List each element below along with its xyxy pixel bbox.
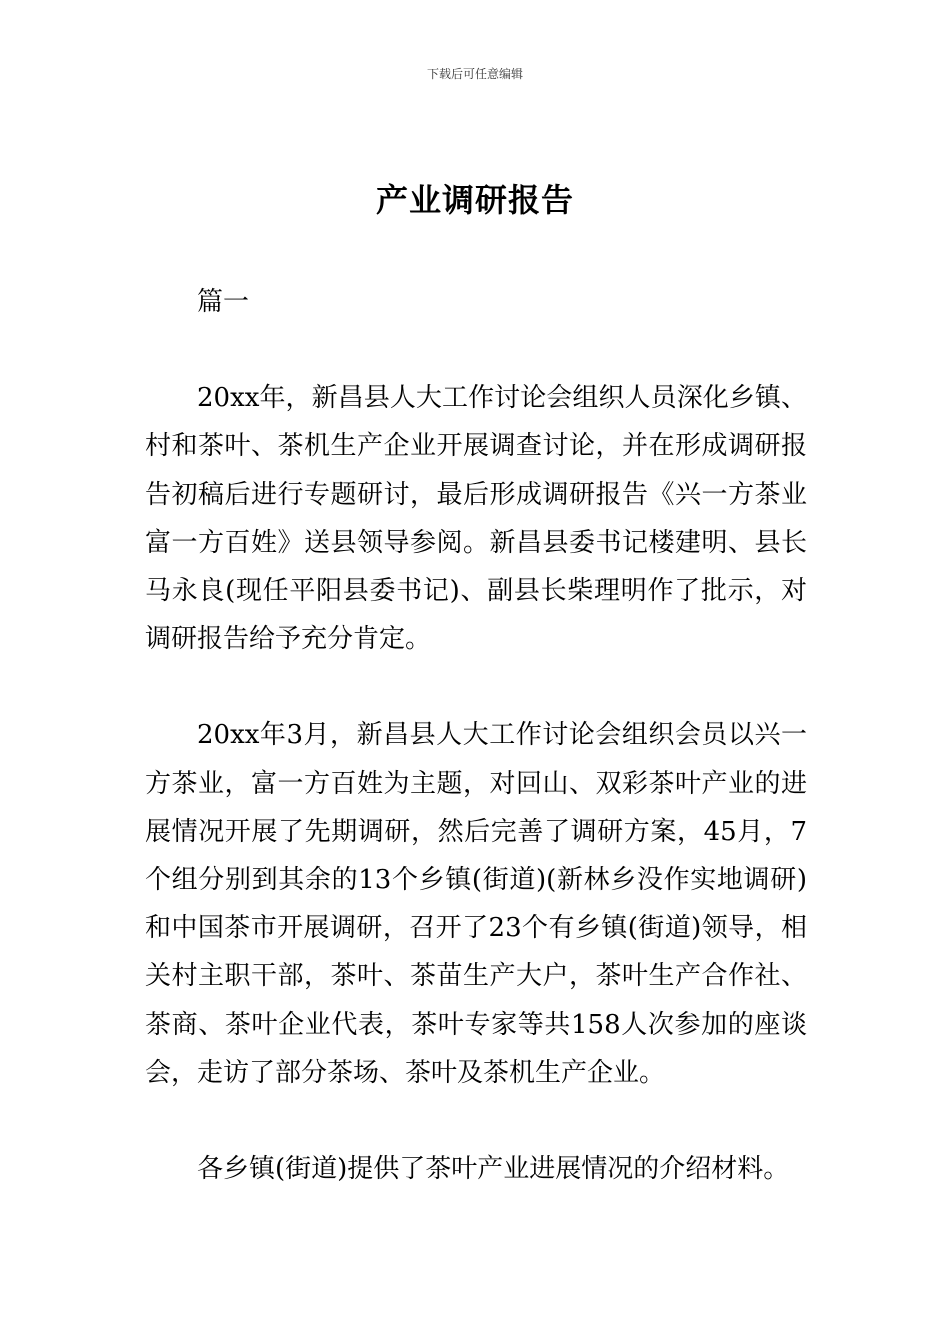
paragraph-2: 20xx年3月，新昌县人大工作讨论会组织会员以兴一方茶业，富一方百姓为主题，对回山、双彩茶叶产业的进展情况开展了先期调研，然后完善了调研方案，45月，7个组分别到其余的13个乡镇(街道)(新林乡没作实地调研)和中国茶市开展调研，召开了23个有乡镇(街道)领导，相关村主职干部，茶叶、茶苗生产大户，茶叶生产合作社、茶商、茶叶企业代表，茶叶专家等共158人次参加的座谈会，走访了部分茶场、茶叶及茶机生产企业。 [145,720,807,1088]
section-label: 篇一 [197,287,250,317]
document-body [145,278,807,1193]
header-note: 下载后可任意编辑 [426,67,523,81]
paragraph-1: 20xx年，新昌县人大工作讨论会组织人员深化乡镇、村和茶叶、茶机生产企业开展调查讨论，并在形成调研报告初稿后进行专题研讨，最后形成调研报告《兴一方茶业富一方百姓》送县领导参阅。新昌县委书记楼建明、县长马永良(现任平阳县委书记)、副县长柴理明作了批示，对调研报告给予充分肯定。 [145,383,807,655]
paragraph-3: 各乡镇(街道)提供了茶叶产业进展情况的介绍材料。 [197,1154,790,1185]
document-title: 产业调研报告 [375,181,574,219]
